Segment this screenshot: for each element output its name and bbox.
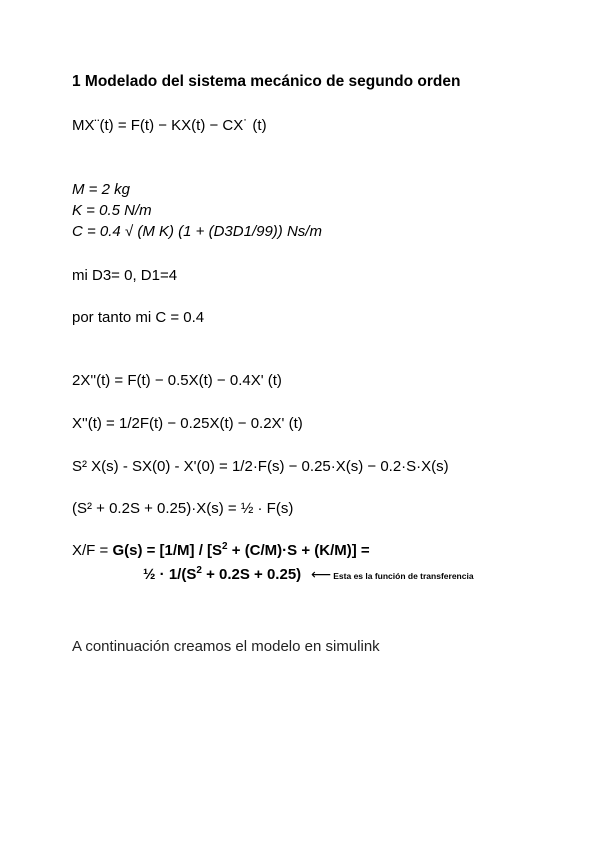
left-arrow-icon: ⟵ <box>311 566 332 582</box>
transfer-function-note: Esta es la función de transferencia <box>333 571 474 581</box>
transfer-function-line-2 <box>143 565 474 585</box>
tf2-bold-a: ½ · 1/(S <box>143 566 197 583</box>
tf-bold-b: + (C/M)·S + (K/M)] = <box>227 542 370 559</box>
digits-line: mi D3= 0, D1=4 <box>72 267 178 284</box>
tf-bold-a: G(s) = [1/M] / [S <box>112 542 223 559</box>
equation-2: X''(t) = 1/2F(t) − 0.25X(t) − 0.2X' (t) <box>72 415 303 432</box>
tf2-superscript: 2 <box>196 565 202 576</box>
param-spring: K = 0.5 N/m <box>72 202 152 219</box>
param-damping: C = 0.4 √ (M K) (1 + (D3D1/99)) Ns/m <box>72 223 322 240</box>
tf-superscript: 2 <box>222 541 228 552</box>
equation-1: 2X''(t) = F(t) − 0.5X(t) − 0.4X' (t) <box>72 372 282 389</box>
transfer-function-line-1 <box>72 542 370 560</box>
general-equation: MX¨(t) = F(t) − KX(t) − CX˙ (t) <box>72 117 267 134</box>
tf2-bold-b: + 0.2S + 0.25) <box>201 566 302 583</box>
equation-4: (S² + 0.2S + 0.25)·X(s) = ½ · F(s) <box>72 500 294 517</box>
closing-text: A continuación creamos el modelo en simulink <box>72 638 380 655</box>
section-title: 1 Modelado del sistema mecánico de segundo orden <box>72 73 461 90</box>
equation-3-laplace: S² X(s) - SX(0) - X'(0) = 1/2·F(s) − 0.25·X(s) − 0.2·S·X(s) <box>72 458 449 475</box>
damping-result: por tanto mi C = 0.4 <box>72 309 205 326</box>
param-mass: M = 2 kg <box>72 181 130 198</box>
tf-prefix: X/F = <box>72 542 113 559</box>
